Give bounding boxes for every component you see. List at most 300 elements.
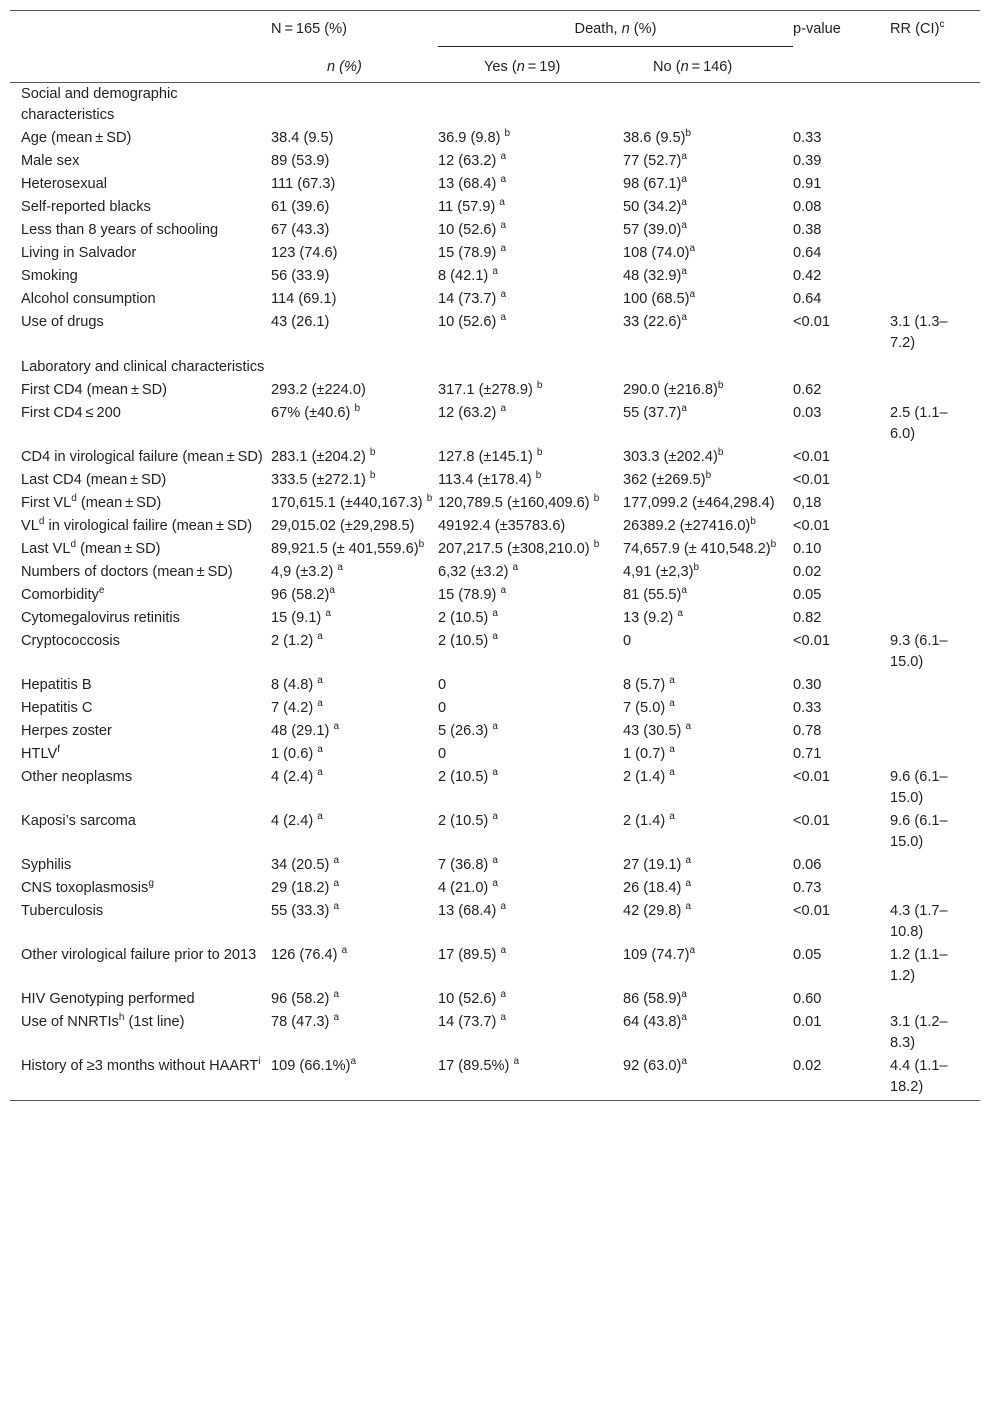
death-yes-cell-text: 2 (10.5): [438, 813, 493, 829]
death-yes-cell: [438, 608, 623, 631]
total-n-cell-footnote-mark: a: [337, 562, 343, 574]
table-row: [10, 151, 980, 174]
empty-cell: [793, 83, 878, 129]
death-yes-cell: [438, 901, 623, 945]
row-label-cell: [10, 220, 271, 243]
row-label-cell-text-rest: (1st line): [124, 1014, 185, 1030]
death-no-cell-footnote-mark: a: [681, 312, 687, 324]
total-n-cell: [271, 539, 438, 562]
row-label-cell-text: Alcohol consumption: [21, 291, 156, 307]
death-no-cell-text: 42 (29.8): [623, 903, 686, 919]
row-label-cell-text: Smoking: [21, 268, 78, 284]
row-label-cell: [10, 608, 271, 631]
total-n-cell-text: 15 (9.1): [271, 610, 326, 626]
total-n-cell-text: 38.4 (9.5): [271, 130, 334, 146]
total-n-cell-text: 111 (67.3): [271, 176, 336, 192]
death-yes-cell-footnote-mark: a: [500, 901, 507, 913]
death-yes-cell: [438, 266, 623, 289]
death-yes-cell: [438, 312, 623, 356]
death-yes-cell-text: 0: [438, 677, 447, 693]
death-yes-cell-text: 10 (52.6): [438, 222, 501, 238]
death-no-cell-footnote-mark: a: [681, 220, 687, 232]
death-yes-cell-text: 49192.4 (±35783.6): [438, 518, 566, 534]
death-yes-cell-text: 207,217.5 (±308,210.0): [438, 541, 594, 557]
death-yes-cell-text: 4 (21.0): [438, 880, 493, 896]
death-yes-cell-text: 2 (10.5): [438, 769, 493, 785]
row-label-cell: [10, 243, 271, 266]
death-no-cell: [623, 470, 793, 493]
death-yes-cell-text: 127.8 (±145.1): [438, 449, 537, 465]
death-yes-cell-footnote-mark: a: [500, 243, 507, 255]
rr-ci-cell: [878, 901, 980, 945]
row-label-cell: [10, 989, 271, 1012]
death-yes-cell-footnote-mark: a: [500, 220, 507, 232]
total-n-cell: [271, 447, 438, 470]
header-sub-no-rest: = 146): [688, 59, 733, 75]
pvalue-cell: [793, 721, 878, 744]
death-yes-cell: [438, 493, 623, 516]
results-table: [10, 10, 980, 1101]
rr-ci-cell: [878, 220, 980, 243]
pvalue-cell-text: <0.01: [793, 769, 830, 785]
rr-ci-cell-text: 1.2 (1.1– 1.2): [890, 947, 948, 984]
row-label-cell-text: Last VL: [21, 541, 71, 557]
table-row: [10, 493, 980, 516]
row-label-cell: [10, 539, 271, 562]
empty-cell: [438, 356, 623, 380]
death-no-cell-text: 98 (67.1): [623, 176, 682, 192]
total-n-cell-footnote-mark: a: [333, 878, 340, 890]
table-row: [10, 128, 980, 151]
death-no-cell-footnote-mark: a: [689, 945, 696, 957]
total-n-cell: [271, 989, 438, 1012]
row-label-cell: [10, 197, 271, 220]
rr-ci-cell: [878, 608, 980, 631]
death-yes-cell: [438, 945, 623, 989]
header-rr: [878, 11, 980, 52]
header-rr-text: RR (CI): [890, 21, 940, 37]
table-row: [10, 811, 980, 855]
pvalue-cell-text: <0.01: [793, 813, 830, 829]
pvalue-cell-text: 0.01: [793, 1014, 822, 1030]
death-yes-cell-footnote-mark: a: [492, 631, 498, 643]
death-no-cell-footnote-mark: b: [717, 380, 724, 392]
pvalue-cell-text: 0.08: [793, 199, 822, 215]
death-no-cell-footnote-mark: a: [669, 675, 675, 687]
death-yes-cell-text: 13 (68.4): [438, 176, 501, 192]
row-label-cell-footnote-mark: d: [71, 493, 77, 505]
pvalue-cell-text: <0.01: [793, 518, 830, 534]
death-yes-cell: [438, 128, 623, 151]
row-label-cell-text-rest: (mean ± SD): [76, 541, 161, 557]
death-no-cell: [623, 855, 793, 878]
rr-ci-cell-text: 3.1 (1.3– 7.2): [890, 314, 948, 351]
row-label-cell-text: Other neoplasms: [21, 769, 133, 785]
row-label-cell-text: Last CD4 (mean ± SD): [21, 472, 167, 488]
death-no-cell-footnote-mark: a: [685, 855, 692, 867]
total-n-cell-text: 55 (33.3): [271, 903, 334, 919]
death-no-cell: [623, 493, 793, 516]
total-n-cell-footnote-mark: a: [333, 901, 340, 913]
death-yes-cell-footnote-mark: b: [536, 380, 543, 392]
row-label-cell-text: Tuberculosis: [21, 903, 104, 919]
death-yes-cell-text: 8 (42.1): [438, 268, 493, 284]
pvalue-cell: [793, 128, 878, 151]
pvalue-cell: [793, 562, 878, 585]
total-n-cell-footnote-mark: a: [325, 608, 331, 620]
death-no-cell-text: 43 (30.5): [623, 723, 686, 739]
total-n-cell-footnote-mark: a: [317, 675, 323, 687]
header-sub-no-n: n: [680, 59, 689, 75]
table-row: [10, 447, 980, 470]
row-label-cell-text: VL: [21, 518, 39, 534]
death-yes-cell-text: 14 (73.7): [438, 1014, 501, 1030]
death-no-cell: [623, 608, 793, 631]
row-label-cell-text: HTLV: [21, 746, 58, 762]
death-yes-cell: [438, 174, 623, 197]
row-label-cell: [10, 380, 271, 403]
empty-cell: [271, 83, 438, 129]
death-no-cell-text: 92 (63.0): [623, 1058, 682, 1074]
row-label-cell-text: CD4 in virological failure (mean ± SD): [21, 449, 263, 465]
pvalue-cell: [793, 989, 878, 1012]
header-death-pct: (%): [629, 21, 657, 37]
empty-cell: [878, 356, 980, 380]
header-death: [438, 11, 793, 52]
death-no-cell-footnote-mark: a: [669, 767, 675, 779]
pvalue-cell-text: 0.39: [793, 153, 822, 169]
total-n-cell-footnote-mark: a: [333, 989, 340, 1001]
row-label-cell: [10, 493, 271, 516]
pvalue-cell: [793, 447, 878, 470]
row-label-cell-footnote-mark: d: [38, 516, 45, 528]
death-yes-cell-footnote-mark: a: [500, 312, 507, 324]
death-no-cell: [623, 312, 793, 356]
pvalue-cell: [793, 220, 878, 243]
pvalue-cell: [793, 493, 878, 516]
pvalue-cell-text: 0.02: [793, 564, 822, 580]
death-yes-cell-footnote-mark: b: [504, 128, 511, 140]
pvalue-cell-text: 0.42: [793, 268, 822, 284]
row-label-cell: [10, 289, 271, 312]
death-yes-cell: [438, 243, 623, 266]
pvalue-cell-text: <0.01: [793, 449, 830, 465]
header-sub-n-pct: [271, 51, 438, 83]
row-label-cell: [10, 470, 271, 493]
death-yes-cell-footnote-mark: a: [492, 811, 498, 823]
row-label-cell: [10, 1012, 271, 1056]
total-n-cell-text: 89 (53.9): [271, 153, 330, 169]
rr-ci-cell-text: 2.5 (1.1– 6.0): [890, 405, 948, 442]
row-label-cell-text: First VL: [21, 495, 72, 511]
total-n-cell: [271, 585, 438, 608]
rr-ci-cell: [878, 447, 980, 470]
death-yes-cell: [438, 989, 623, 1012]
death-no-cell-footnote-mark: a: [681, 989, 687, 1001]
rr-ci-cell: [878, 562, 980, 585]
death-no-cell: [623, 631, 793, 675]
pvalue-cell: [793, 516, 878, 539]
pvalue-cell-text: <0.01: [793, 903, 830, 919]
pvalue-cell-text: 0.02: [793, 1058, 822, 1074]
header-pvalue-text: p-value: [793, 21, 841, 37]
total-n-cell: [271, 855, 438, 878]
pvalue-cell-text: 0.05: [793, 947, 822, 963]
death-no-cell: [623, 675, 793, 698]
table-row: [10, 675, 980, 698]
pvalue-cell: [793, 197, 878, 220]
death-no-cell-text: 50 (34.2): [623, 199, 682, 215]
header-total-n: [271, 11, 438, 52]
row-label-cell-text: Herpes zoster: [21, 723, 112, 739]
table-row: [10, 721, 980, 744]
death-yes-cell: [438, 767, 623, 811]
pvalue-cell-text: 0.64: [793, 291, 822, 307]
header-death-n: n: [621, 21, 630, 37]
pvalue-cell-text: <0.01: [793, 633, 830, 649]
death-no-cell: [623, 151, 793, 174]
total-n-cell: [271, 675, 438, 698]
total-n-cell-text: 61 (39.6): [271, 199, 330, 215]
row-label-cell-text: Heterosexual: [21, 176, 107, 192]
pvalue-cell: [793, 1056, 878, 1101]
death-yes-cell-text: 17 (89.5): [438, 947, 501, 963]
pvalue-cell: [793, 945, 878, 989]
row-label-cell-text: Comorbidity: [21, 587, 99, 603]
pvalue-cell-text: 0.64: [793, 245, 822, 261]
death-no-cell-footnote-mark: b: [750, 516, 756, 528]
death-yes-cell-text: 0: [438, 746, 447, 762]
row-label-cell: [10, 562, 271, 585]
rr-ci-cell: [878, 631, 980, 675]
total-n-cell-text: 56 (33.9): [271, 268, 330, 284]
rr-ci-cell: [878, 878, 980, 901]
table-row: [10, 197, 980, 220]
death-yes-cell: [438, 470, 623, 493]
section-row: [10, 83, 980, 129]
pvalue-cell: [793, 631, 878, 675]
death-no-cell-text: 64 (43.8): [623, 1014, 682, 1030]
total-n-cell-text: 8 (4.8): [271, 677, 318, 693]
death-no-cell: [623, 516, 793, 539]
table-row: [10, 220, 980, 243]
total-n-cell-text: 283.1 (±204.2): [271, 449, 370, 465]
death-yes-cell-footnote-mark: a: [500, 174, 507, 186]
header-sub-yes-text: Yes (: [484, 59, 517, 75]
row-label-cell-text: HIV Genotyping performed: [21, 991, 195, 1007]
death-no-cell: [623, 380, 793, 403]
death-no-cell-footnote-mark: b: [693, 562, 700, 574]
pvalue-cell: [793, 675, 878, 698]
death-yes-cell: [438, 1012, 623, 1056]
death-yes-cell-text: 17 (89.5%): [438, 1058, 514, 1074]
row-label-cell-text: Kaposi’s sarcoma: [21, 813, 136, 829]
total-n-cell-footnote-mark: b: [354, 403, 361, 415]
rr-ci-cell: [878, 128, 980, 151]
death-yes-cell: [438, 744, 623, 767]
death-no-cell-text: 8 (5.7): [623, 677, 670, 693]
death-yes-cell-footnote-mark: a: [512, 562, 519, 574]
death-yes-cell-footnote-mark: a: [499, 197, 505, 209]
row-label-cell: [10, 698, 271, 721]
pvalue-cell: [793, 312, 878, 356]
death-yes-cell: [438, 380, 623, 403]
death-no-cell-text: 57 (39.0): [623, 222, 682, 238]
row-label-cell: [10, 721, 271, 744]
death-yes-cell-footnote-mark: a: [500, 585, 507, 597]
header-sub-yes-n: n: [516, 59, 525, 75]
death-no-cell-footnote-mark: a: [681, 1056, 687, 1068]
pvalue-cell-text: 0.60: [793, 991, 822, 1007]
rr-ci-cell: [878, 767, 980, 811]
death-no-cell: [623, 174, 793, 197]
total-n-cell-text: 114 (69.1): [271, 291, 337, 307]
row-label-cell: [10, 631, 271, 675]
death-no-cell: [623, 539, 793, 562]
table-row: [10, 312, 980, 356]
table-row: [10, 989, 980, 1012]
total-n-cell: [271, 721, 438, 744]
row-label-cell: [10, 174, 271, 197]
death-no-cell-footnote-mark: a: [681, 266, 687, 278]
death-no-cell-footnote-mark: b: [705, 470, 712, 482]
empty-cell: [623, 83, 793, 129]
death-no-cell: [623, 1056, 793, 1101]
row-label-cell: [10, 945, 271, 989]
death-yes-cell-footnote-mark: a: [492, 266, 498, 278]
rr-ci-cell: [878, 855, 980, 878]
death-yes-cell-footnote-mark: b: [593, 493, 600, 505]
row-label-cell-footnote-mark: h: [118, 1012, 125, 1024]
row-label-cell-text: Hepatitis C: [21, 700, 93, 716]
death-yes-cell-text: 14 (73.7): [438, 291, 501, 307]
row-label-cell: [10, 744, 271, 767]
rr-ci-cell-text: 9.6 (6.1– 15.0): [890, 813, 948, 850]
total-n-cell: [271, 266, 438, 289]
total-n-cell: [271, 380, 438, 403]
total-n-cell: [271, 312, 438, 356]
total-n-cell-footnote-mark: a: [350, 1056, 357, 1068]
death-yes-cell: [438, 631, 623, 675]
total-n-cell-text: 4,9 (±3.2): [271, 564, 338, 580]
table-row: [10, 516, 980, 539]
empty-cell: [623, 356, 793, 380]
row-label-cell: [10, 151, 271, 174]
pvalue-cell-text: 0.71: [793, 746, 822, 762]
total-n-cell-text: 333.5 (±272.1): [271, 472, 370, 488]
pvalue-cell: [793, 811, 878, 855]
section-label: Social and demographic characteristics: [21, 86, 178, 123]
header-sub-empty-rr: [878, 51, 980, 83]
total-n-cell-text: 96 (58.2): [271, 587, 330, 603]
header-death-label: [438, 19, 793, 47]
death-yes-cell-text: 11 (57.9): [438, 199, 500, 215]
death-no-cell: [623, 721, 793, 744]
total-n-cell-footnote-mark: a: [317, 631, 323, 643]
death-yes-cell-footnote-mark: a: [500, 1012, 507, 1024]
death-no-cell-footnote-mark: a: [681, 174, 687, 186]
rr-ci-cell-text: 4.3 (1.7– 10.8): [890, 903, 948, 940]
death-no-cell-text: 26389.2 (±27416.0): [623, 518, 751, 534]
pvalue-cell-text: 0.10: [793, 541, 822, 557]
total-n-cell-text: 170,615.1 (±440,167.3): [271, 495, 427, 511]
total-n-cell-footnote-mark: a: [341, 945, 348, 957]
death-no-cell: [623, 220, 793, 243]
total-n-cell-footnote-mark: a: [317, 698, 323, 710]
death-yes-cell-footnote-mark: a: [500, 403, 507, 415]
death-yes-cell-text: 317.1 (±278.9): [438, 382, 537, 398]
total-n-cell-text: 293.2 (±224.0): [271, 382, 366, 398]
death-no-cell-text: 48 (32.9): [623, 268, 682, 284]
death-yes-cell-text: 6,32 (±3.2): [438, 564, 513, 580]
table-row: [10, 380, 980, 403]
death-yes-cell-footnote-mark: a: [492, 878, 498, 890]
table-body: [10, 83, 980, 1101]
row-label-cell: [10, 312, 271, 356]
table-row: [10, 878, 980, 901]
death-no-cell-footnote-mark: a: [689, 243, 696, 255]
total-n-cell-text: 89,921.5 (± 401,559.6): [271, 541, 419, 557]
death-no-cell-footnote-mark: a: [681, 585, 687, 597]
death-yes-cell: [438, 721, 623, 744]
death-no-cell-text: 100 (68.5): [623, 291, 690, 307]
total-n-cell: [271, 698, 438, 721]
table-row: [10, 1056, 980, 1101]
row-label-cell: [10, 878, 271, 901]
row-label-cell: [10, 266, 271, 289]
death-no-cell-footnote-mark: a: [669, 811, 675, 823]
total-n-cell-text: 67 (43.3): [271, 222, 330, 238]
death-no-cell-footnote-mark: b: [717, 447, 724, 459]
rr-ci-cell: [878, 380, 980, 403]
total-n-cell-text: 29,015.02 (±29,298.5): [271, 518, 415, 534]
total-n-cell: [271, 151, 438, 174]
total-n-cell-footnote-mark: b: [426, 493, 433, 505]
rr-ci-cell-text: 4.4 (1.1– 18.2): [890, 1058, 948, 1095]
death-yes-cell-footnote-mark: b: [535, 470, 542, 482]
total-n-cell: [271, 516, 438, 539]
death-no-cell-text: 108 (74.0): [623, 245, 690, 261]
rr-ci-cell-text: 9.3 (6.1– 15.0): [890, 633, 948, 670]
total-n-cell: [271, 767, 438, 811]
death-no-cell: [623, 403, 793, 447]
pvalue-cell-text: 0.33: [793, 130, 822, 146]
death-yes-cell: [438, 197, 623, 220]
pvalue-cell: [793, 266, 878, 289]
pvalue-cell-text: 0.82: [793, 610, 822, 626]
pvalue-cell-text: 0.73: [793, 880, 822, 896]
rr-ci-cell: [878, 1056, 980, 1101]
death-no-cell-text: 81 (55.5): [623, 587, 682, 603]
header-sub-pct: (%): [335, 59, 362, 75]
death-yes-cell: [438, 1056, 623, 1101]
total-n-cell: [271, 744, 438, 767]
death-no-cell-footnote-mark: a: [669, 698, 675, 710]
header-sub-empty: [10, 51, 271, 83]
death-no-cell-text: 2 (1.4): [623, 813, 670, 829]
total-n-cell-text: 2 (1.2): [271, 633, 318, 649]
death-no-cell-footnote-mark: a: [689, 289, 696, 301]
total-n-cell: [271, 945, 438, 989]
total-n-cell-footnote-mark: a: [329, 585, 335, 597]
pvalue-cell: [793, 403, 878, 447]
table-row: [10, 945, 980, 989]
death-yes-cell-text: 12 (63.2): [438, 153, 501, 169]
death-no-cell: [623, 1012, 793, 1056]
row-label-cell-text-rest: (mean ± SD): [76, 495, 162, 511]
death-yes-cell: [438, 403, 623, 447]
death-no-cell-text: 77 (52.7): [623, 153, 682, 169]
